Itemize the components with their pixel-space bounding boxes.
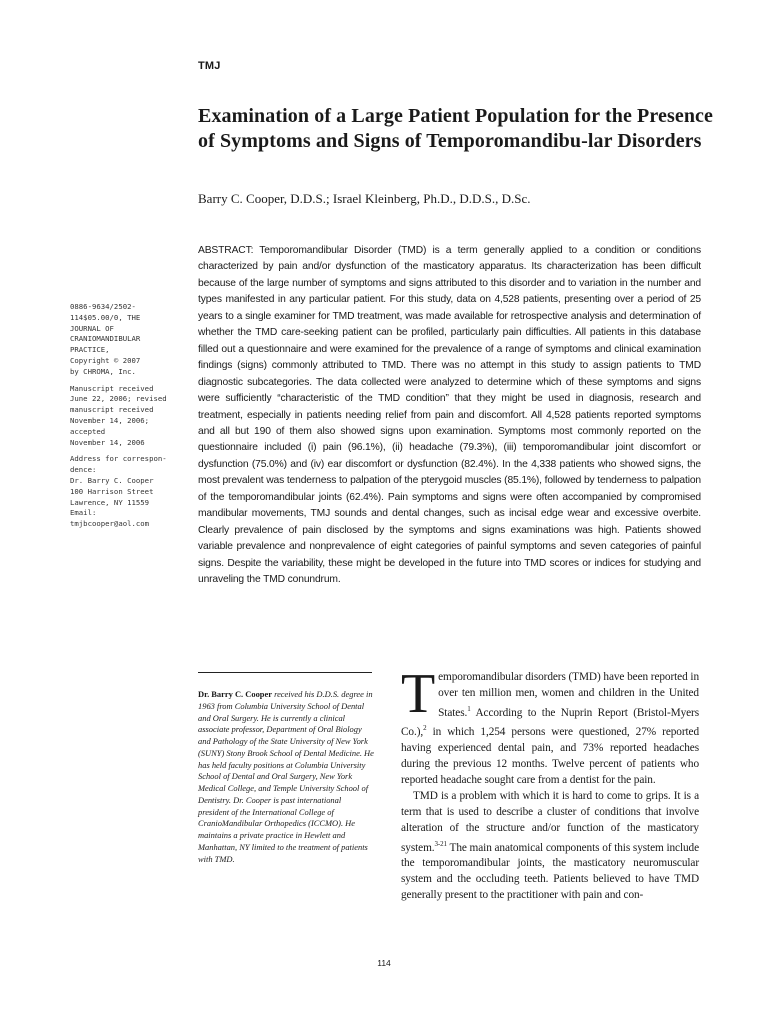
- sidebar-notes: [70, 302, 180, 536]
- body-text: [401, 663, 699, 904]
- p1-part-b: According to the Nuprin Report (Bristol-Myers Co.),: [401, 706, 699, 739]
- section-label: TMJ: [198, 60, 221, 72]
- p2-part-a: TMD is a problem with which it is hard to come to grips. It is a term that is used to describe a cluster of conditions that involve alteration of the structure and/or function of the masticatory system.: [401, 789, 699, 854]
- p2-part-b: The main anatomical components of this system include the temporomandibular joints, the masticatory neuromuscular system and the occluding teeth. Patients believed to have TMD generally present to the practitioner with pain and con-: [401, 841, 699, 902]
- p1-part-a: emporomandibular disorders (TMD) have been reported in over ten million men, women and children in the United States.: [438, 671, 699, 719]
- ref-2: 2: [423, 724, 427, 733]
- article-title: Examination of a Large Patient Population for the Presence of Symptoms and Signs of Temporomandibu-lar Disorders: [198, 105, 714, 152]
- ref-1: 1: [467, 704, 471, 713]
- correspondence-address: Address for correspon- dence: Dr. Barry C. Cooper 100 Harrison Street Lawrence, NY 11559 Email: tmjbcooper@aol.com: [70, 454, 167, 529]
- drop-cap: T: [401, 663, 436, 725]
- body-paragraph-1: [401, 663, 699, 789]
- article-authors: Barry C. Cooper, D.D.S.; Israel Kleinberg, Ph.D., D.D.S., D.Sc.: [198, 191, 531, 206]
- ref-3: 3-21: [434, 839, 447, 848]
- body-paragraph-2: [401, 789, 699, 904]
- abstract: ABSTRACT: Temporomandibular Disorder (TMD) is a term generally applied to a condition or conditions characterized by pain and/or dysfunction of the masticatory apparatus. Its characterization has been difficult because of the large number of symptoms and signs attributed to this disorder and to variation in the number and types manifested in any particular patient. For this study, data on 4,528 patients, presenting over a period of 25 years to a single examiner for TMD treatment, was made available for retrospective analysis and determination of whether the TMD care-seeking patient can be profiled, particularly pain difficulties. All patients in this database filled out a questionnaire and were examined for the prevalence of a range of symptoms and clinical examination findings (signs) commonly attributed to TMD. There was no attempt in this study to assign patients to TMD diagnostic subcategories. The data collected were analyzed to determine which of these symptoms and signs were sufficiently “characteristic of the TMD condition” that they might be used in diagnosis, research and treatment, especially in patients needing relief from pain and discomfort. All 4,528 patients reported symptoms and all but 190 of them also showed signs upon examination. Symptoms most commonly reported on the questionnaire included (i) pain (96.1%), (ii) headache (79.3%), (iii) temporomandibular joint discomfort or dysfunction (75.0%) and (iv) ear discomfort or dysfunction (82.4%). In the 4,338 patients who showed signs, the most prevalent was tenderness to palpation of the pterygoid muscles (85.1%), followed by tenderness to palpation of the temporomandibular joints (62.4%). Pain symptoms and signs were often accompanied by compromised mandibular movements, TMJ sounds and dental changes, such as incisal edge wear and excessive overbite. Clearly prevalence of pain disclosed by the symptoms and signs examinations was high. Patients showed variable prevalence and nonprevalence of eight categories of painful symptoms and seven categories of painful signs. Despite the variability, these might be developed in the future into TMD scores or indices for studying and unraveling the TMD conundrum.: [198, 245, 701, 586]
- bio-text: received his D.D.S. degree in 1963 from Columbia University School of Dental and Oral Surgery. He is currently a clinical associate professor, Department of Oral Biology and Pathology of the State University of New York (SUNY) Stony Brook School of Dental Medicine. He has held faculty positions at Columbia University School of Dental and Oral Surgery, New York Medical College, and Temple University School of Dentistry. Dr. Cooper is past international president of the International College of CranioMandibular Orthopedics (ICCMO). He maintains a private practice in Hewlett and Manhattan, NY limited to the treatment of patients with TMD.: [198, 689, 374, 864]
- manuscript-dates: Manuscript received June 22, 2006; revised manuscript received November 14, 2006; accepted November 14, 2006: [70, 383, 167, 447]
- bio-divider: [198, 672, 372, 673]
- p1-part-c: in which 1,254 persons were questioned, 27% reported having experienced dental pain, and 73% reported headaches during the previous 12 months. Twelve percent of patients who reported headache sought care from a dentist for the pain.: [401, 726, 699, 786]
- page-number: 114: [377, 958, 391, 968]
- bio-name: Dr. Barry C. Cooper: [198, 689, 272, 699]
- citation-note: 0886-9634/2502- 114$05.00/0, THE JOURNAL OF CRANIOMANDIBULAR PRACTICE, Copyright © 2007 by CHROMA, Inc.: [70, 302, 141, 376]
- author-bio: [198, 689, 374, 865]
